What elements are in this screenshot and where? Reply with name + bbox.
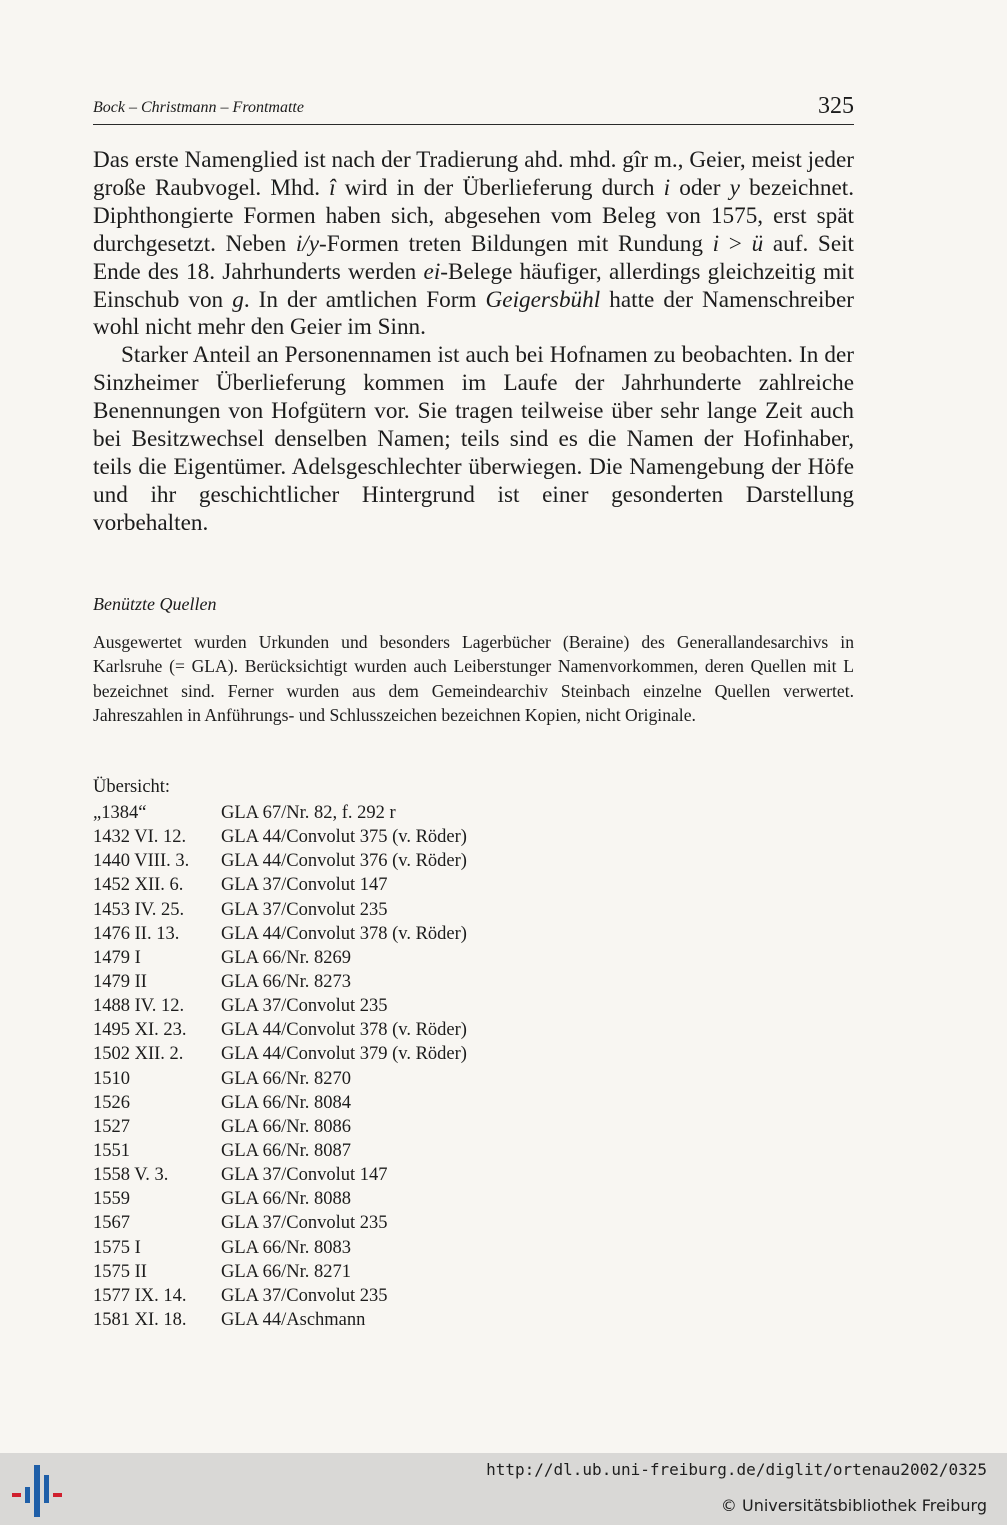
text-run: oder <box>670 174 730 201</box>
source-reference: GLA 37/Convolut 147 <box>221 875 388 896</box>
source-date: „1384“ <box>93 803 147 823</box>
source-date: 1476 II. 13. <box>93 923 180 944</box>
italic-term: g <box>232 286 244 313</box>
source-date: 1575 I <box>93 1237 141 1258</box>
source-date: 1488 IV. 12. <box>93 996 185 1017</box>
source-date: 1432 VI. 12. <box>93 827 187 848</box>
source-entry <box>93 946 467 970</box>
text-run: auf. Seit Ende des 18. Jahrhunderts werden <box>93 230 854 285</box>
source-date: 1577 IX. 14. <box>93 1285 187 1306</box>
source-entry <box>93 849 467 873</box>
source-entry <box>93 1187 467 1211</box>
source-date: 1558 V. 3. <box>93 1165 169 1186</box>
viewer-footer <box>0 1453 1007 1525</box>
source-reference: GLA 66/Nr. 8083 <box>221 1237 352 1258</box>
source-reference: GLA 37/Convolut 235 <box>221 899 388 920</box>
source-reference: GLA 44/Convolut 378 (v. Röder) <box>221 923 467 944</box>
copyright-notice: © Universitätsbibliothek Freiburg <box>720 1496 987 1515</box>
source-date: 1526 <box>93 1092 130 1113</box>
italic-term: Geigersbühl <box>485 286 601 313</box>
source-date: 1567 <box>93 1213 130 1234</box>
source-reference: GLA 66/Nr. 8270 <box>221 1068 352 1089</box>
source-reference: GLA 37/Convolut 235 <box>221 1285 388 1306</box>
source-date: 1551 <box>93 1140 130 1161</box>
source-entry <box>93 1163 467 1187</box>
overview-label: Übersicht: <box>93 777 171 797</box>
source-entry <box>93 873 467 897</box>
source-reference: GLA 66/Nr. 8269 <box>221 947 352 968</box>
source-reference: GLA 44/Convolut 379 (v. Röder) <box>221 1044 467 1065</box>
source-entry <box>93 1211 467 1235</box>
source-entry <box>93 1067 467 1091</box>
source-entry <box>93 825 467 849</box>
source-reference: GLA 44/Convolut 376 (v. Röder) <box>221 851 467 872</box>
source-reference: GLA 44/Aschmann <box>221 1309 366 1330</box>
body-text <box>93 147 854 538</box>
source-entry <box>93 1308 467 1332</box>
italic-term: ü <box>751 230 764 257</box>
text-run: hatte der Namenschreiber wohl nicht mehr den Geier im Sinn. <box>93 286 854 341</box>
italic-term: i <box>712 230 720 257</box>
source-entry <box>93 922 467 946</box>
source-entry <box>93 970 467 994</box>
source-entry <box>93 1091 467 1115</box>
ub-freiburg-logo-icon[interactable] <box>12 1465 64 1517</box>
italic-term: ei <box>423 258 441 285</box>
source-reference: GLA 37/Convolut 147 <box>221 1165 388 1186</box>
running-head <box>93 94 854 125</box>
source-entry <box>93 898 467 922</box>
source-entry <box>93 1115 467 1139</box>
permalink-url[interactable]: http://dl.ub.uni-freiburg.de/diglit/ortenau2002/0325 <box>486 1460 987 1479</box>
source-reference: GLA 44/Convolut 375 (v. Röder) <box>221 827 467 848</box>
italic-term: î <box>329 174 336 201</box>
italic-term: i <box>663 174 671 201</box>
source-reference: GLA 66/Nr. 8271 <box>221 1261 352 1282</box>
source-reference: GLA 66/Nr. 8086 <box>221 1116 352 1137</box>
source-reference: GLA 37/Convolut 235 <box>221 1213 388 1234</box>
text-run: wird in der Überlieferung durch <box>335 174 664 201</box>
running-head-authors: Bock – Christmann – Frontmatte <box>93 99 304 116</box>
source-reference: GLA 66/Nr. 8088 <box>221 1189 352 1210</box>
source-reference: GLA 67/Nr. 82, f. 292 r <box>221 803 396 823</box>
source-reference: GLA 66/Nr. 8273 <box>221 971 352 992</box>
sources-description: Ausgewertet wurden Urkunden und besonders Lagerbücher (Beraine) des Generallandesarchivs in Karlsruhe (= GLA). Berücksichtigt wurden auch Leiberstunger Namenvorkommen, deren Quellen mit L bezeichnet sind. Ferner wurden aus dem Gemeindearchiv Steinbach einzelne Quellen verwertet. Jahreszahlen in Anführungs- und Schlusszeichen bezeichnen Kopien, nicht Originale. <box>93 632 854 726</box>
source-entry <box>93 994 467 1018</box>
body-paragraph <box>93 342 854 537</box>
source-entry <box>93 1284 467 1308</box>
text-run: -Formen treten Bildungen mit Rundung <box>319 230 713 257</box>
source-date: 1452 XII. 6. <box>93 875 184 896</box>
source-date: 1479 I <box>93 947 141 968</box>
source-date: 1453 IV. 25. <box>93 899 185 920</box>
source-entry <box>93 801 467 825</box>
source-date: 1581 XI. 18. <box>93 1309 187 1330</box>
section-heading: Benützte Quellen <box>93 594 217 614</box>
source-reference: GLA 44/Convolut 378 (v. Röder) <box>221 1020 467 1041</box>
source-reference: GLA 66/Nr. 8087 <box>221 1140 352 1161</box>
source-date: 1510 <box>93 1068 130 1089</box>
source-entry <box>93 1260 467 1284</box>
page-number: 325 <box>818 93 854 119</box>
source-entry <box>93 1018 467 1042</box>
italic-term: y <box>729 174 740 201</box>
source-reference: GLA 66/Nr. 8084 <box>221 1092 352 1113</box>
source-date: 1479 II <box>93 971 147 992</box>
italic-term: i/y <box>295 230 320 257</box>
text-run: > <box>719 230 752 257</box>
source-reference: GLA 37/Convolut 235 <box>221 996 388 1017</box>
source-date: 1440 VIII. 3. <box>93 851 190 872</box>
source-entry <box>93 1042 467 1066</box>
source-date: 1495 XI. 23. <box>93 1020 187 1041</box>
source-entry <box>93 1236 467 1260</box>
text-run: -Belege häufiger, allerdings gleichzeitig mit Einschub von <box>93 258 855 313</box>
source-date: 1527 <box>93 1116 130 1137</box>
text-run: bezeichnet. Diphthongierte Formen haben sich, abgesehen vom Beleg von 1575, erst spät durchgesetzt. Neben <box>93 174 855 257</box>
source-date: 1559 <box>93 1189 130 1210</box>
body-paragraph <box>93 147 854 342</box>
text-run: . In der amtlichen Form <box>243 286 486 313</box>
source-entry <box>93 1139 467 1163</box>
source-date: 1502 XII. 2. <box>93 1044 184 1065</box>
source-date: 1575 II <box>93 1261 147 1282</box>
sources-list <box>93 801 467 1332</box>
text-run: Starker Anteil an Personennamen ist auch bei Hofnamen zu beobachten. In der Sinzheimer Überlieferung kommen im Laufe der Jahrhunderte zahlreiche Benennungen von Hofgütern vor. Sie tragen teilweise über sehr lange Zeit auch bei Besitzwechsel denselben Namen; teils sind es die Namen der Hofinhaber, teils die Eigentümer. Adelsgeschlechter überwiegen. Die Namengebung der Höfe und ihr geschichtlicher Hintergrund ist einer gesonderten Darstellung vorbehalten. <box>93 342 854 536</box>
text-run: Das erste Namenglied ist nach der Tradierung ahd. mhd. gîr m., Geier, meist jeder große Raubvogel. Mhd. <box>93 147 854 201</box>
